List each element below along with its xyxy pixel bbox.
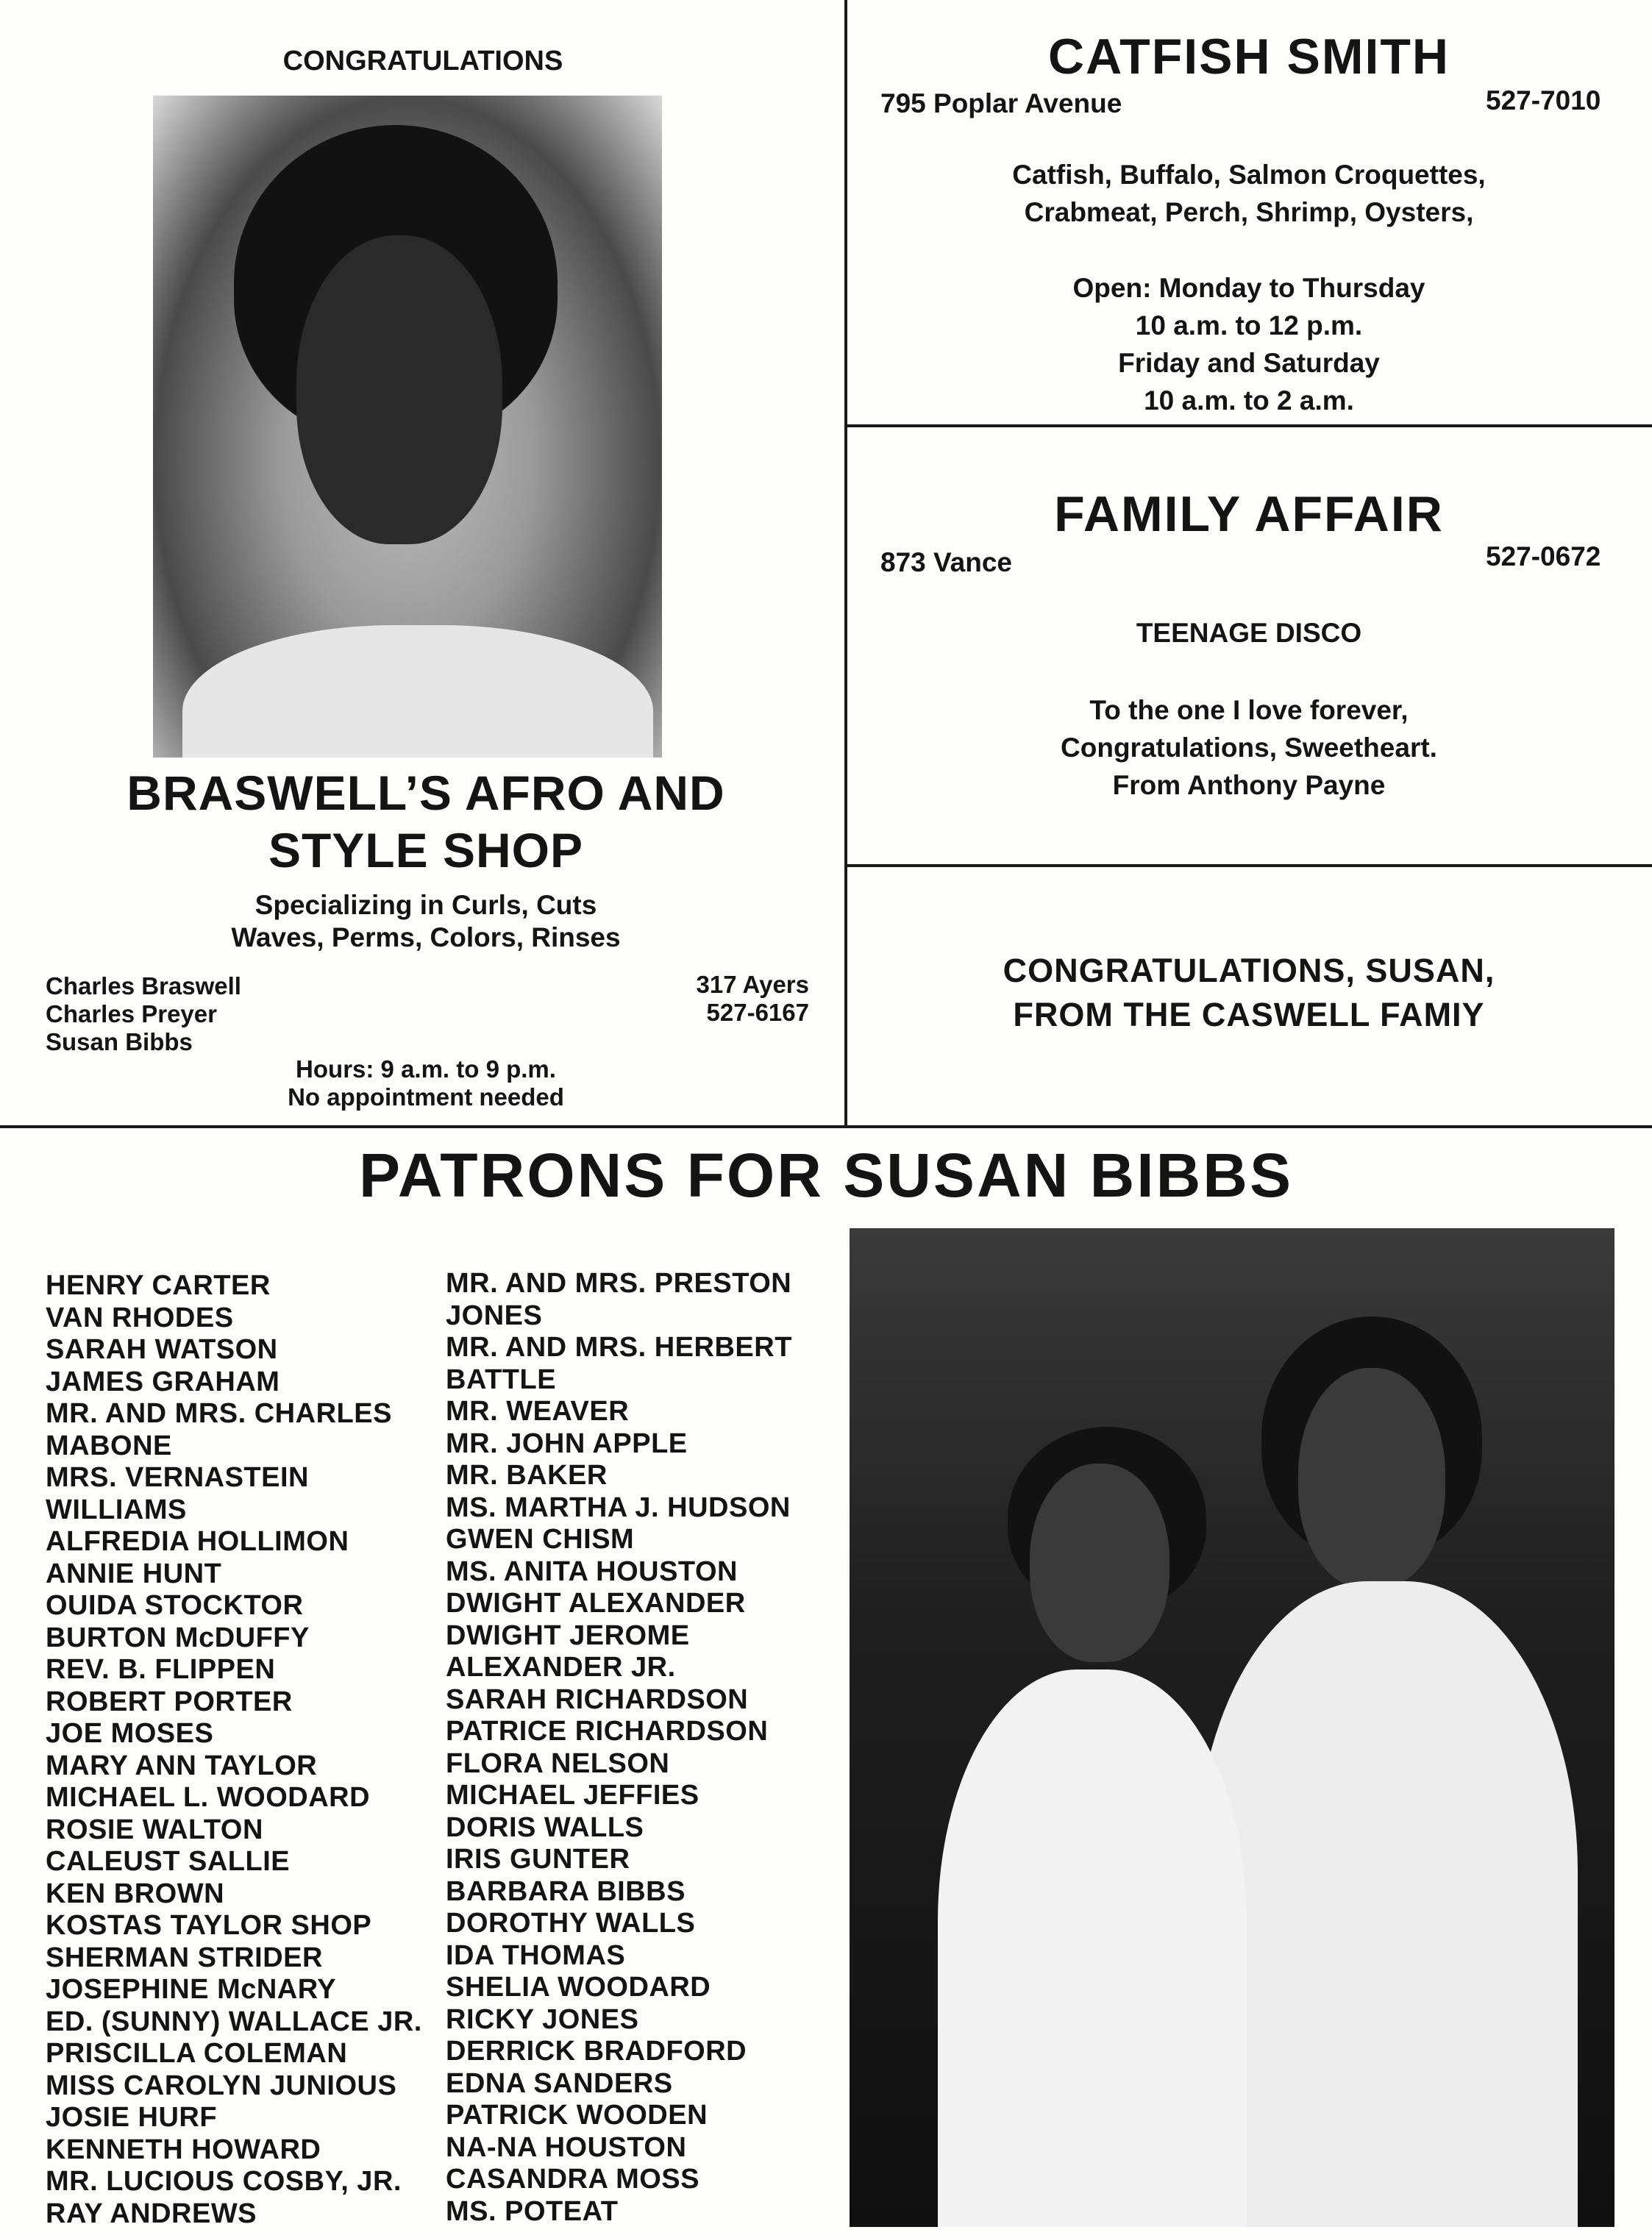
- patron-name: MR. AND MRS. PRESTON: [446, 1268, 792, 1299]
- patron-name: JAMES GRAHAM: [46, 1366, 280, 1397]
- braswell-title-line2: STYLE SHOP: [268, 823, 584, 877]
- patron-name: JONES: [446, 1300, 543, 1331]
- catfish-menu-line2: Crabmeat, Perch, Shrimp, Oysters,: [1024, 197, 1474, 227]
- couple-woman-face: [1030, 1464, 1169, 1662]
- family-address: 873 Vance: [880, 547, 1012, 577]
- patron-name: MICHAEL JEFFIES: [446, 1780, 699, 1811]
- catfish-hours-line: Friday and Saturday: [1118, 348, 1380, 378]
- catfish-title: CATFISH SMITH: [1047, 29, 1450, 85]
- braswell-phone: 527-6167: [706, 999, 809, 1026]
- patron-name: MS. ANITA HOUSTON: [446, 1555, 738, 1587]
- braswell-specialty-line2: Waves, Perms, Colors, Rinses: [231, 922, 621, 952]
- patrons-column-1: [46, 1270, 422, 2230]
- patrons-column-2: [446, 1268, 792, 2228]
- family-subtitle: TEENAGE DISCO: [1136, 618, 1362, 648]
- couple-woman-shirt: [938, 1669, 1247, 2227]
- patron-name: GWEN CHISM: [446, 1524, 635, 1555]
- patron-name: DWIGHT ALEXANDER: [446, 1588, 746, 1619]
- patron-name: MR. WEAVER: [446, 1396, 630, 1427]
- family-message-line: Congratulations, Sweetheart.: [1061, 733, 1437, 763]
- patron-name: MRS. VERNASTEIN: [46, 1462, 309, 1493]
- catfish-hours-line: 10 a.m. to 12 p.m.: [1135, 310, 1363, 341]
- patron-name: MARY ANN TAYLOR: [46, 1750, 318, 1781]
- patron-name: NA-NA HOUSTON: [446, 2131, 687, 2163]
- patron-name: KENNETH HOWARD: [46, 2134, 321, 2165]
- patron-name: MR. BAKER: [446, 1460, 608, 1491]
- couple-photo: [850, 1228, 1614, 2227]
- patron-name: MS. POTEAT: [446, 2195, 619, 2227]
- braswell-staff-list: [46, 972, 241, 1056]
- catfish-address: 795 Poplar Avenue: [880, 88, 1122, 118]
- patron-name: DOROTHY WALLS: [446, 1908, 696, 1939]
- patron-name: ALEXANDER JR.: [446, 1652, 676, 1683]
- patron-name: VAN RHODES: [46, 1302, 234, 1333]
- patron-name: MABONE: [46, 1430, 172, 1461]
- patron-name: RICKY JONES: [446, 2003, 639, 2035]
- catfish-hours: [846, 269, 1652, 419]
- patron-name: PRISCILLA COLEMAN: [46, 2038, 348, 2069]
- patron-name: MR. AND MRS. CHARLES: [46, 1398, 392, 1429]
- patron-name: MR. AND MRS. HERBERT: [446, 1332, 792, 1363]
- patron-name: REV. B. FLIPPEN: [46, 1654, 276, 1685]
- patron-name: PATRICE RICHARDSON: [446, 1716, 769, 1747]
- braswell-contact: [647, 971, 809, 1027]
- patron-name: JOSEPHINE McNARY: [46, 1974, 337, 2005]
- braswell-congratulations: CONGRATULATIONS: [282, 46, 563, 76]
- caswell-line2: FROM THE CASWELL FAMIY: [1013, 996, 1485, 1033]
- patron-name: SARAH RICHARDSON: [446, 1683, 749, 1715]
- couple-man-shirt: [1195, 1581, 1578, 2227]
- catfish-phone: 527-7010: [1486, 85, 1601, 115]
- braswell-specialty-line1: Specializing in Curls, Cuts: [254, 890, 597, 920]
- patron-name: JOSIE HURF: [46, 2102, 218, 2133]
- patron-name: HENRY CARTER: [46, 1270, 271, 1301]
- patron-name: IRIS GUNTER: [446, 1844, 630, 1875]
- family-title: FAMILY AFFAIR: [1054, 486, 1444, 542]
- patron-name: MR. JOHN APPLE: [446, 1428, 688, 1459]
- patron-name: ROSIE WALTON: [46, 1814, 263, 1845]
- catfish-hours-line: 10 a.m. to 2 a.m.: [1144, 385, 1354, 416]
- patron-name: BARBARA BIBBS: [446, 1875, 686, 1907]
- patron-name: ANNIE HUNT: [46, 1558, 222, 1589]
- portrait-shoulders: [182, 625, 653, 758]
- portrait-face: [296, 235, 502, 544]
- patron-name: CALEUST SALLIE: [46, 1846, 291, 1877]
- braswell-address: 317 Ayers: [696, 971, 809, 998]
- staff-name: Charles Braswell: [46, 972, 241, 999]
- caswell-line1: CONGRATULATIONS, SUSAN,: [1003, 952, 1495, 989]
- patron-name: DWIGHT JEROME: [446, 1619, 690, 1651]
- patron-name: MS. MARTHA J. HUDSON: [446, 1492, 791, 1523]
- patron-name: KEN BROWN: [46, 1878, 225, 1909]
- catfish-hours-line: Open: Monday to Thursday: [1072, 273, 1425, 303]
- patron-name: JOE MOSES: [46, 1718, 214, 1749]
- patron-name: WILLIAMS: [46, 1494, 187, 1525]
- braswell-hours: Hours: 9 a.m. to 9 p.m.: [296, 1055, 556, 1083]
- divider-ads-patrons: [0, 1125, 1652, 1128]
- braswell-appointment: No appointment needed: [288, 1083, 564, 1111]
- catfish-menu-line1: Catfish, Buffalo, Salmon Croquettes,: [1012, 160, 1486, 190]
- patron-name: SHERMAN STRIDER: [46, 1942, 323, 1973]
- staff-name: Susan Bibbs: [46, 1028, 193, 1055]
- patron-name: MISS CAROLYN JUNIOUS: [46, 2070, 397, 2101]
- patron-name: ALFREDIA HOLLIMON: [46, 1526, 349, 1557]
- braswell-title-line1: BRASWELL’S AFRO AND: [127, 766, 725, 820]
- patron-name: SARAH WATSON: [46, 1334, 278, 1365]
- family-message: [846, 691, 1652, 804]
- patron-name: DERRICK BRADFORD: [446, 2036, 747, 2067]
- patron-name: RAY ANDREWS: [46, 2198, 257, 2229]
- patrons-title: PATRONS FOR SUSAN BIBBS: [359, 1141, 1293, 1210]
- patron-name: BURTON McDUFFY: [46, 1622, 310, 1653]
- family-message-line: From Anthony Payne: [1112, 770, 1386, 800]
- patron-name: ROBERT PORTER: [46, 1686, 293, 1717]
- patron-name: SHELIA WOODARD: [446, 1972, 711, 2003]
- patron-name: CASANDRA MOSS: [446, 2164, 699, 2195]
- patron-name: EDNA SANDERS: [446, 2067, 673, 2099]
- patron-name: KOSTAS TAYLOR SHOP: [46, 1910, 372, 1941]
- couple-man-face: [1298, 1368, 1445, 1589]
- patron-name: OUIDA STOCKTOR: [46, 1590, 304, 1621]
- staff-name: Charles Preyer: [46, 1000, 217, 1027]
- patron-name: MR. LUCIOUS COSBY, JR.: [46, 2166, 402, 2197]
- family-phone: 527-0672: [1486, 541, 1601, 571]
- patron-name: IDA THOMAS: [446, 1939, 626, 1971]
- patron-name: MICHAEL L. WOODARD: [46, 1782, 371, 1813]
- patron-name: DORIS WALLS: [446, 1811, 644, 1843]
- divider-catfish-family: [846, 424, 1652, 427]
- graduate-portrait-photo: [153, 96, 662, 758]
- patron-name: FLORA NELSON: [446, 1747, 670, 1779]
- divider-family-caswell: [846, 864, 1652, 867]
- patron-name: ED. (SUNNY) WALLACE JR.: [46, 2006, 422, 2037]
- patron-name: PATRICK WOODEN: [446, 2100, 708, 2131]
- family-message-line: To the one I love forever,: [1089, 695, 1409, 725]
- patron-name: BATTLE: [446, 1364, 557, 1395]
